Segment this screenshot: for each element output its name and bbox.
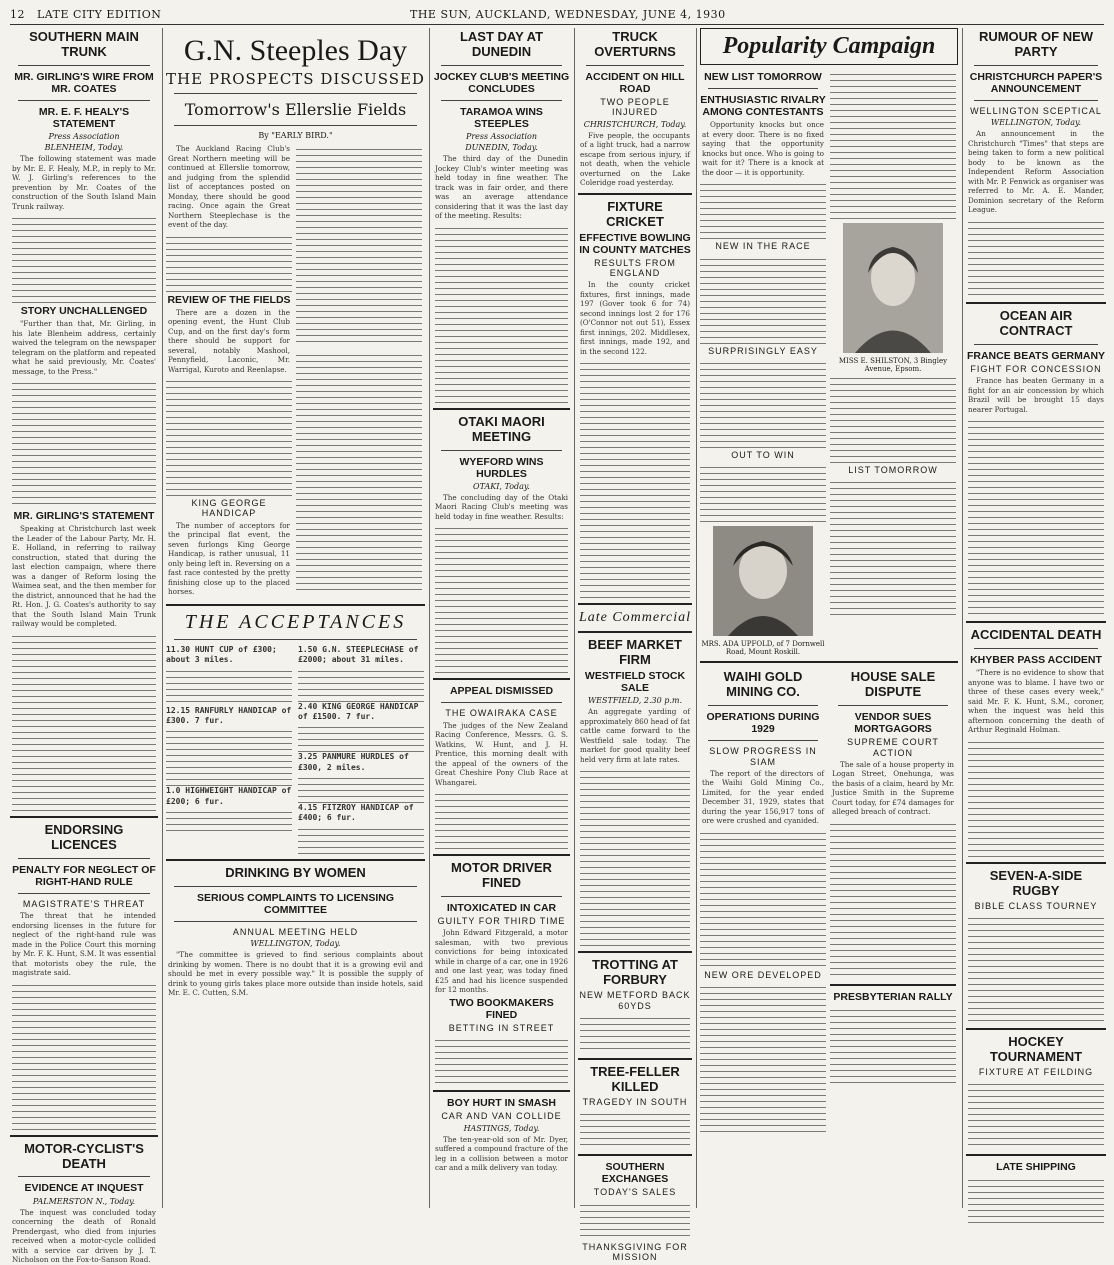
subheadline: ENTHUSIASTIC RIVALRY AMONG CONTESTANTS [700, 94, 826, 119]
race-heading: 4.15 FITZROY HANDICAP of £400; 6 fur. [298, 803, 414, 823]
subheadline: ACCIDENT ON HILL ROAD [585, 70, 685, 95]
crosshead: OUT TO WIN [731, 449, 795, 460]
text-block [12, 378, 156, 508]
entry-list [298, 666, 424, 702]
dateline: HASTINGS, Today. [463, 1123, 540, 1133]
crosshead: NEW IN THE RACE [715, 241, 811, 252]
column-rule [429, 28, 430, 1208]
text-block [700, 179, 826, 239]
subheadline: TWO PEOPLE INJURED [600, 97, 670, 118]
headline: ENDORSING LICENCES [44, 821, 124, 852]
portrait-photo-image [843, 223, 943, 353]
race-heading: 2.40 KING GEORGE HANDICAP of £1500. 7 fur. [298, 701, 419, 721]
text-block [830, 819, 956, 979]
article-body: The inquest was concluded today concerning the death of Ronald Prendergast, who died from injuries received when a motor-cycle collided with a service car driven by J. T. Nicholson on the Fox-to-Sanson Road. [12, 1207, 156, 1265]
article-body: Five people, the occupants of a light truck, had a narrow escape from serious injury, if not death, when the vehicle overturned on the Lake Coleridge road yesterday. [580, 130, 690, 188]
article-body: The third day of the Dunedin Jockey Club's winter meeting was held today in fine weather. The track was in fair order, and there was an average attendance considering that it was the last day of the meeting. Results: [435, 154, 568, 221]
portrait-photo [843, 223, 943, 353]
headline: SOUTHERN EXCHANGES [601, 1161, 669, 1186]
headline: MOTOR-CYCLIST'S DEATH [24, 1140, 144, 1171]
source: Press Association [48, 132, 120, 142]
subheadline: Tomorrow's Ellerslie Fields [184, 100, 407, 119]
headline: Popularity Campaign [722, 33, 936, 59]
article-body: An aggregate yarding of approximately 860 head of fat cattle came forward to the Westfield sale today. The market for good quality beef held very firm at late rates. [580, 707, 690, 764]
entry-list [166, 666, 292, 706]
headline: TROTTING AT FORBURY [592, 957, 678, 988]
race-heading: 11.30 HUNT CUP of £300; about 3 miles. [166, 644, 277, 665]
article-body: The threat that he intended endorsing licenses in the future for neglect of the right-hand rule was made in the Police Court this morning by Mr. F. K. Hunt, S.M. It was essential that motorists obey the rule, the magistrate said. [12, 911, 156, 978]
text-block [12, 213, 156, 303]
headline: ACCIDENTAL DEATH [970, 627, 1102, 643]
subheadline: NEW METFORD BACK 60YDS [579, 990, 691, 1011]
caption: MRS. ADA UPFOLD, of 7 Dornwell Road, Mount Roskill. [701, 640, 825, 657]
text-block [968, 416, 1104, 616]
dateline: BLENHEIM, Today. [44, 143, 124, 153]
article-body: Speaking at Christchurch last week the Leader of the Labour Party, Mr. H. E. Holland, in referring to railway construction, stated that during the last election campaign, where there was a danger of Reform losing the Waimea seat, and the then member for the district, announced that he had the Rt. Hon. J. G. Coates's authority to say that the South Island Main Trunk railway would be completed. [12, 524, 156, 629]
dateline: PALMERSTON N., Today. [32, 1196, 136, 1206]
subheadline: MR. GIRLING'S WIRE FROM MR. COATES [14, 70, 154, 95]
article-body: The judges of the New Zealand Racing Conference, Messrs. G. S. Watkins, W. Hunt, and J. H. Prentice, this morning dealt with the appeal of the owners of the Great Cheshire Pony Club Race at Whangarei. [435, 720, 568, 787]
subheadline: WESTFIELD STOCK SALE [584, 670, 686, 695]
dateline: DUNEDIN, Today. [465, 143, 538, 153]
dateline: WESTFIELD, 2.30 p.m. [587, 696, 683, 706]
subheadline: SUPREME COURT ACTION [847, 737, 939, 758]
article-body: John Edward Fitzgerald, a motor salesman, with two previous convictions for being intoxicated while in charge of a car, one in 1926 and one last year, was today fined £25 and had his licence suspended for 12 months. [435, 928, 569, 995]
subheadline: PENALTY FOR NEGLECT OF RIGHT-HAND RULE [12, 863, 156, 888]
text-block [830, 477, 956, 617]
article-body: In the county cricket fixtures, first innings, made 197 (Gover took 6 for 74) second innings lost 2 for 176 (O'Connor not out 51), Essex first innings, 202. Middlesex, first innings, made 192, and in the second 122. [580, 280, 690, 356]
campaign-banner [700, 28, 958, 65]
subheadline: THE OWAIRAKA CASE [445, 708, 558, 719]
subheadline: JOCKEY CLUB'S MEETING CONCLUDES [433, 70, 570, 95]
portrait-photo-image [713, 526, 813, 636]
entry-list [166, 807, 292, 831]
text-block [12, 631, 156, 811]
text-block [580, 1013, 690, 1053]
headline: OTAKI MAORI MEETING [458, 413, 545, 444]
subheadline: EFFECTIVE BOWLING IN COUNTY MATCHES [579, 231, 691, 256]
text-block [968, 1175, 1104, 1225]
subheadline: FIXTURE AT FEILDING [978, 1066, 1094, 1077]
article-body: The concluding day of the Otaki Maori Racing Club's meeting was held today in fine weather. Results: [435, 492, 568, 521]
text-block [580, 1109, 690, 1149]
article-body: France has beaten Germany in a fight for an air concession by which Brazil will be brought 15 days nearer Portugal. [968, 376, 1104, 414]
headline: NEW LIST TOMORROW [704, 71, 822, 83]
headline: G.N. Steeples Day [183, 34, 408, 67]
text-block [580, 766, 690, 946]
crosshead: MR. GIRLING'S STATEMENT [13, 510, 155, 523]
headline: TRUCK OVERTURNS [594, 29, 676, 59]
dateline: WELLINGTON, Today. [250, 939, 341, 949]
headline: BEEF MARKET FIRM [588, 637, 682, 668]
subheadline: FRANCE BEATS GERMANY [966, 349, 1106, 362]
column-rule [162, 28, 163, 1208]
paper-dateline: THE SUN, AUCKLAND, WEDNESDAY, JUNE 4, 1930 [410, 8, 726, 21]
text-block [830, 373, 956, 463]
crosshead: REVIEW OF THE FIELDS [167, 293, 291, 306]
article-body: "The committee is grieved to find serious complaints about drinking by women. There is no doubt that it is a growing evil and should be met in every possible way." It is possible the supply of drink to young girls takes place more outside than inside hotels, said Mr. E. C. Cutten, S.M. [168, 950, 423, 998]
text-block [830, 1005, 956, 1085]
headline: SEVEN-A-SIDE RUGBY [989, 867, 1083, 898]
source: Press Association [465, 132, 538, 142]
headline: LAST DAY AT DUNEDIN [459, 29, 544, 59]
subheadline: BIBLE CLASS TOURNEY [974, 900, 1098, 911]
page-header-left: 12 LATE CITY EDITION [10, 8, 162, 21]
column-5 [700, 28, 958, 1208]
headline: PRESBYTERIAN RALLY [833, 990, 953, 1003]
subheadline: WELLINGTON SCEPTICAL [970, 106, 1102, 116]
headline: WAIHI GOLD MINING CO. [723, 669, 803, 700]
column-rule [696, 28, 697, 1208]
text-block [580, 1200, 690, 1240]
subheadline: FIGHT FOR CONCESSION [970, 363, 1102, 374]
text-block [296, 144, 422, 344]
text-block [580, 358, 690, 598]
article-body: The number of acceptors for the principal flat event, the seven furlongs King George Handicap, is rather unusual, 11 only being left in. Reversing on a fast race contested by the pretty finishing close up to the placed horses. [168, 520, 290, 597]
subheadline: TARAMOA WINS STEEPLES [460, 106, 543, 131]
headline: OCEAN AIR CONTRACT [999, 307, 1073, 338]
headline: SOUTHERN MAIN TRUNK [29, 29, 139, 59]
article-body: The Auckland Racing Club's Great Northern meeting will be continued at Ellerslie tomorrow, and judging from the splendid list of acceptances posted on Monday, there should be good racing. Once again the Great Northern Steeplechase is the event of the day. [168, 144, 290, 229]
subheadline: MAGISTRATE'S THREAT [22, 898, 146, 909]
headline: TWO BOOKMAKERS FINED [449, 996, 554, 1021]
text-block [435, 789, 568, 849]
entry-list [298, 824, 424, 854]
headline: BOY HURT IN SMASH [447, 1097, 556, 1110]
headline: THANKSGIVING FOR MISSION [582, 1241, 688, 1262]
column-1 [10, 28, 158, 1265]
text-block [700, 254, 826, 344]
text-block [166, 376, 292, 496]
dateline: WELLINGTON, Today. [990, 118, 1082, 128]
caption: MISS E. SHILSTON, 3 Bingley Avenue, Epsom. [838, 357, 948, 373]
crosshead: NEW ORE DEVELOPED [704, 969, 822, 980]
results-list [435, 523, 568, 673]
column-6 [966, 28, 1106, 1208]
column-4 [578, 28, 692, 1262]
text-block [968, 1079, 1104, 1149]
masthead [10, 6, 1104, 25]
subheadline: SLOW PROGRESS IN SIAM [709, 746, 817, 767]
crosshead: SURPRISINGLY EASY [708, 345, 818, 356]
byline: By "EARLY BIRD." [258, 131, 333, 140]
subheadline: KHYBER PASS ACCIDENT [970, 654, 1102, 667]
headline: TREE-FELLER KILLED [590, 1063, 680, 1094]
entry-list [298, 722, 424, 752]
headline: HOUSE SALE DISPUTE [850, 669, 936, 700]
subheadline: THE PROSPECTS DISCUSSED [166, 70, 425, 88]
subheadline: WYEFORD WINS HURDLES [459, 455, 544, 480]
article-body: The ten-year-old son of Mr. Dyer, suffered a compound fracture of the leg in a collision between a motor car and a milk delivery van today. [435, 1134, 568, 1173]
text-block [166, 232, 292, 292]
race-heading: 1.0 HIGHWEIGHT HANDICAP of £200; 6 fur. [166, 786, 292, 806]
subheadline: VENDOR SUES MORTGAGORS [854, 711, 932, 736]
subheadline: MR. E. F. HEALY'S STATEMENT [38, 106, 130, 131]
dateline: OTAKI, Today. [473, 481, 530, 491]
text-block [12, 980, 156, 1130]
headline: HOCKEY TOURNAMENT [989, 1033, 1083, 1064]
text-block [700, 462, 826, 522]
subheadline: INTOXICATED IN CAR [446, 901, 557, 914]
subheadline: GUILTY FOR THIRD TIME [437, 915, 566, 926]
article-body: "Further than that, Mr. Girling, in his late Blenheim address, certainly waived the telegram on the newspaper telegram on the platform and repeated what he said previously, Mr. Coates' message, to the Press." [12, 319, 156, 376]
section-title: THE ACCEPTANCES [184, 610, 407, 633]
subheadline: CHRISTCHURCH PAPER'S ANNOUNCEMENT [969, 70, 1103, 95]
column-rule [574, 28, 575, 1208]
text-block [700, 828, 826, 968]
race-heading: 12.15 RANFURLY HANDICAP of £300. 7 fur. [166, 705, 292, 725]
text-block [700, 982, 826, 1132]
subheadline: EVIDENCE AT INQUEST [24, 1182, 144, 1195]
subheadline: TODAY'S SALES [593, 1187, 677, 1198]
headline: DRINKING BY WOMEN [225, 864, 366, 880]
subheadline: SERIOUS COMPLAINTS TO LICENSING COMMITTEE [197, 891, 394, 916]
article-body: An announcement in the Christchurch "Times" that steps are being taken to form a new political body to be known as the Independent Reform Association with Mr. P. Fenwick as organiser was referred to Mr. A. E. Mander, Dominion secretary of the Reform League. [968, 129, 1104, 215]
entry-list [166, 726, 292, 786]
column-3 [433, 28, 570, 1208]
article-body: There are a dozen in the opening event, the Hunt Club Cup, and on the first day's form there should be support for several, notably Mashool, Pennyfield, Laconic, Mr. Warrigal, Kuroto and Reenlapse. [168, 307, 290, 374]
headline: RUMOUR OF NEW PARTY [978, 29, 1094, 59]
headline: MOTOR DRIVER FINED [451, 860, 552, 890]
column-rule [962, 28, 963, 1208]
acceptances-table [166, 645, 425, 854]
headline: APPEAL DISMISSED [449, 685, 554, 698]
crosshead: STORY UNCHALLENGED [20, 305, 148, 318]
subheadline: TRAGEDY IN SOUTH [582, 1096, 688, 1107]
subheadline: RESULTS FROM ENGLAND [594, 257, 676, 279]
subheadline: BETTING IN STREET [448, 1022, 555, 1033]
article-body: Opportunity knocks but once at every door. There is no fixed saying that the opportunity knocks but once. Who is going to wait for it? There is a knock at the door — it is opportunity. [702, 120, 824, 177]
text-block [296, 350, 422, 590]
race-heading: 3.25 PANMURE HURDLES of £300, 2 miles. [298, 752, 409, 772]
race-heading: 1.50 G.N. STEEPLECHASE of £2000; about 31 miles. [298, 644, 419, 665]
dateline: CHRISTCHURCH, Today. [583, 119, 687, 129]
article-body: The report of the directors of the Waihi Gold Mining Co., Limited, for the year ended December 31, 1929, states that during the year 156,917 tons of ore were crushed and cyanided. [702, 768, 824, 826]
text-block [700, 358, 826, 448]
section-title: Late Commercial [578, 610, 692, 626]
text-block [968, 737, 1104, 857]
crosshead: LIST TOMORROW [848, 465, 938, 475]
article-body: "There is no evidence to show that anyone was to blame. I have two or three of these cases every week," said Mr. F. K. Hunt, S.M., coroner, when the inquest was held this afternoon concerning the death of Arthur Reginald Holman. [968, 668, 1104, 735]
column-2 [166, 28, 425, 1208]
text-block [968, 913, 1104, 1023]
headline: LATE SHIPPING [996, 1161, 1076, 1174]
text-block [435, 1035, 568, 1085]
subheadline: CAR AND VAN COLLIDE [441, 1111, 562, 1122]
article-body: The sale of a house property in Logan Street, Onehunga, was the basis of a claim, heard by Mr. Justice Smith in the Supreme Court today, for £74 damages for alleged breach of contract. [832, 759, 954, 817]
headline: FIXTURE CRICKET [606, 198, 664, 229]
crosshead: KING GEORGE HANDICAP [191, 498, 267, 519]
subheadline: ANNUAL MEETING HELD [232, 926, 359, 937]
text-block [830, 69, 956, 219]
text-block [968, 217, 1104, 297]
article-body: The following statement was made by Mr. E. F. Healy, M.P., in reply to Mr. W. J. Girling's references to the prevention by Mr. Coates of the construction of the South Island Main Trunk railway. [12, 154, 156, 211]
results-list [435, 223, 568, 403]
subheadline: OPERATIONS DURING 1929 [706, 711, 820, 736]
portrait-photo [713, 526, 813, 636]
entry-list [298, 773, 424, 803]
